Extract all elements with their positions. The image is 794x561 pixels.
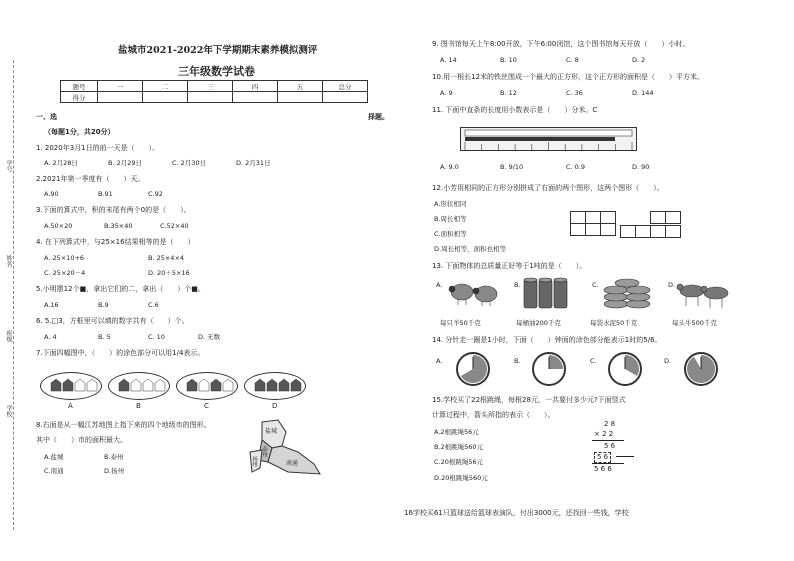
question-12: 12.小芳用相同的正方形分别拼成了右面的两个图形，这两个图形（ ）。	[432, 184, 664, 192]
question-6: 6. 5.□3，方框里可以填的数字共有（ ）个。	[36, 317, 189, 325]
calc-highlight-box: 5 6	[594, 452, 611, 463]
score-input-cell[interactable]	[188, 92, 233, 103]
q10-option-b: B. 12	[500, 89, 517, 97]
score-table-header-row	[61, 81, 368, 92]
q13-letter-c: C.	[592, 281, 599, 289]
calc-divider	[592, 463, 624, 464]
q6-option-d: D. 无数	[198, 333, 221, 341]
sheep-icon	[446, 278, 506, 306]
clock-d-icon	[684, 352, 718, 386]
q1-option-a: A. 2月28日	[44, 159, 78, 167]
q14-letter-d: D.	[664, 357, 672, 365]
q3-option-c: C.52×40	[160, 222, 189, 230]
q13-letter-a: A.	[436, 281, 443, 289]
q3-option-b: B.35×40	[104, 222, 133, 230]
q7-figure-a	[40, 372, 102, 400]
question-15-line2: 计算过程中，箭头所指的表示（ ）。	[432, 411, 555, 419]
score-input-cell[interactable]	[143, 92, 188, 103]
question-11: 11. 下面中直条的长度用小数表示是（ ）分米。C	[432, 106, 598, 114]
q14-letter-c: C.	[590, 357, 597, 365]
question-16: 16学校买61只篮球送给篮球表演队，付出3000元，还找回一些钱，学校	[404, 509, 629, 517]
score-cell: 题号	[61, 81, 98, 92]
clock-c-icon	[608, 352, 642, 386]
calc-line: × 2 2	[594, 430, 614, 438]
q11-option-d: D. 90	[632, 163, 650, 171]
question-8-line2: 其中（ ）市的面积最大。	[36, 436, 127, 444]
binding-margin	[4, 60, 24, 530]
question-7: 7.下面四幅图中，（ ）的涂色部分可以用1/4表示。	[36, 349, 205, 357]
q4-option-d: D. 20＋5×16	[148, 269, 190, 277]
q3-option-a: A.50×20	[44, 222, 73, 230]
score-table-score-row	[61, 92, 368, 103]
q13-caption-d: 每头牛500千克	[672, 319, 717, 327]
house-icons	[41, 373, 101, 399]
q1-option-b: B. 2月29日	[108, 159, 142, 167]
calc-line: 5 6 6	[594, 465, 612, 473]
score-input-cell[interactable]	[323, 92, 368, 103]
q9-option-b: B. 10	[500, 56, 517, 64]
question-9: 9. 图书馆每天上午8:00开放，下午6:00闭馆，这个图书馆每天开放（ ）小时。	[432, 40, 690, 48]
arrow-left-icon	[616, 456, 634, 457]
q7-label-a: A	[68, 402, 73, 410]
q8-option-c: C.南通	[44, 467, 64, 475]
score-cell: 五	[278, 81, 323, 92]
q13-caption-b: 每桶油200千克	[516, 319, 561, 327]
cement-bag-icon	[602, 278, 652, 310]
q11-option-c: C. 0.9	[566, 163, 586, 171]
q7-figure-d	[244, 372, 306, 400]
score-cell: 总分	[323, 81, 368, 92]
clock-b-icon	[532, 352, 566, 386]
q9-option-c: C. 8	[566, 56, 579, 64]
score-cell: 二	[143, 81, 188, 92]
question-13: 13. 下面物体的总质量正好等于1吨的是（ ）。	[432, 262, 587, 270]
question-4: 4. 在下列算式中，与25×16结果相等的是（ ）	[36, 238, 195, 246]
q2-option-b: B.91	[98, 190, 113, 198]
q10-option-a: A. 9	[440, 89, 453, 97]
q13-letter-d: D.	[668, 281, 676, 289]
score-cell: 一	[98, 81, 143, 92]
q11-option-a: A. 9.0	[440, 163, 459, 171]
q12-option-a: A.形状相同	[434, 200, 467, 208]
clock-a-icon	[456, 352, 490, 386]
score-cell: 四	[233, 81, 278, 92]
map-label-nantong: 南通	[286, 460, 299, 467]
q7-figure-c	[176, 372, 238, 400]
q7-label-c: C	[204, 402, 209, 410]
q5-option-b: B.9	[98, 301, 109, 309]
q2-option-a: A.90	[44, 190, 59, 198]
question-1: 1. 2020年3月1日的前一天是（ ）。	[36, 144, 160, 152]
q11-option-b: B. 9/10	[500, 163, 524, 171]
q13-letter-b: B.	[514, 281, 521, 289]
q9-option-a: A. 14	[440, 56, 457, 64]
score-table	[60, 80, 368, 103]
q7-figure-b	[108, 372, 170, 400]
q7-label-b: B	[136, 402, 141, 410]
q15-option-b: B.2根跳绳560元	[434, 443, 484, 451]
cattle-icon	[676, 278, 732, 308]
q13-caption-a: 每只羊50千克	[440, 319, 481, 327]
section-heading: 一、选	[36, 113, 57, 121]
binding-label-student-id: 学号	[5, 160, 12, 172]
score-input-cell[interactable]	[98, 92, 143, 103]
house-icons	[245, 373, 305, 399]
house-icons	[177, 373, 237, 399]
binding-label-class: 班级	[5, 330, 12, 342]
q15-option-a: A.2根跳绳56元	[434, 428, 479, 436]
map-label-taizhou: 泰州	[261, 446, 267, 457]
q8-option-b: B.泰州	[104, 453, 124, 461]
q13-caption-c: 每袋水泥50千克	[590, 319, 638, 327]
jiangsu-map	[248, 418, 326, 478]
q10-option-d: D. 144	[632, 89, 654, 97]
q4-option-b: B. 25×4×4	[148, 254, 185, 262]
exam-title: 盐城市2021-2022年下学期期末素养模拟测评	[118, 45, 318, 56]
calc-line: 5 6	[604, 442, 616, 450]
score-input-cell[interactable]	[233, 92, 278, 103]
map-label-yancheng: 盐城	[265, 428, 278, 435]
q6-option-c: C. 10	[148, 333, 165, 341]
q4-option-c: C. 25×20－4	[44, 269, 86, 277]
q7-label-d: D	[272, 402, 278, 410]
question-14: 14. 分针走一圈是1小时，下面（ ）钟面的涂色部分能表示1时的5/6。	[432, 336, 662, 344]
map-label-yangzhou: 扬州	[251, 456, 257, 467]
oil-barrel-icon	[522, 276, 572, 310]
score-input-cell[interactable]	[278, 92, 323, 103]
q12-option-d: D.周长相等，面积也相等	[434, 245, 507, 253]
q15-option-c: C.20根跳绳56元	[434, 458, 484, 466]
score-cell: 三	[188, 81, 233, 92]
question-5: 5.小明摆12个■，拿出它们的二，拿出（ ）个■。	[36, 285, 205, 293]
q1-option-c: C. 2月30日	[172, 159, 207, 167]
ruler-figure	[460, 127, 637, 151]
q5-option-c: C.6	[148, 301, 159, 309]
vertical-calculation	[582, 420, 642, 478]
q1-option-d: D. 2月31日	[236, 159, 271, 167]
binding-label-school: 学校	[5, 405, 12, 417]
q8-option-a: A.盐城	[44, 453, 64, 461]
question-2: 2.2021年第一季度有（ ）天。	[36, 175, 145, 183]
binding-label-name: 姓名	[5, 255, 12, 267]
question-3: 3.下面的算式中，积的末尾有两个0的是（ ）。	[36, 206, 191, 214]
exam-subtitle: 三年级数学试卷	[178, 65, 255, 78]
q6-option-b: B. 5	[98, 333, 111, 341]
q14-letter-b: B.	[514, 357, 521, 365]
q5-option-a: A.16	[44, 301, 59, 309]
q12-option-b: B.周长相等	[434, 215, 467, 223]
q14-letter-a: A.	[436, 357, 443, 365]
house-icons	[109, 373, 169, 399]
calc-divider	[592, 440, 624, 441]
q12-option-c: C.面积相等	[434, 230, 467, 238]
question-10: 10.用一根长12米的铁丝围成一个最大的正方形，这个正方形的面积是（ ）平方米。	[432, 73, 705, 81]
score-cell: 得分	[61, 92, 98, 103]
calc-line: 2 8	[604, 420, 616, 428]
q9-option-d: D. 2	[632, 56, 646, 64]
q6-option-a: A. 4	[44, 333, 57, 341]
q15-option-d: D.20根跳绳560元	[434, 474, 488, 482]
section-heading-right: 择题。	[368, 113, 389, 121]
q8-option-d: D.扬州	[104, 467, 125, 475]
q4-option-a: A. 25×10+6	[44, 254, 85, 262]
question-8: 8.右面是从一幅江苏地图上指下来的四个地级市的图形。	[36, 421, 211, 429]
q2-option-c: C.92	[148, 190, 163, 198]
ruler-ticks	[461, 128, 636, 150]
section-points: （每题1分，共20分）	[44, 128, 115, 136]
binding-line	[13, 60, 14, 530]
q10-option-c: C. 36	[566, 89, 583, 97]
question-15: 15.学校买了22根跳绳，每根28元，一共要付多少元?下面竖式	[432, 396, 626, 404]
